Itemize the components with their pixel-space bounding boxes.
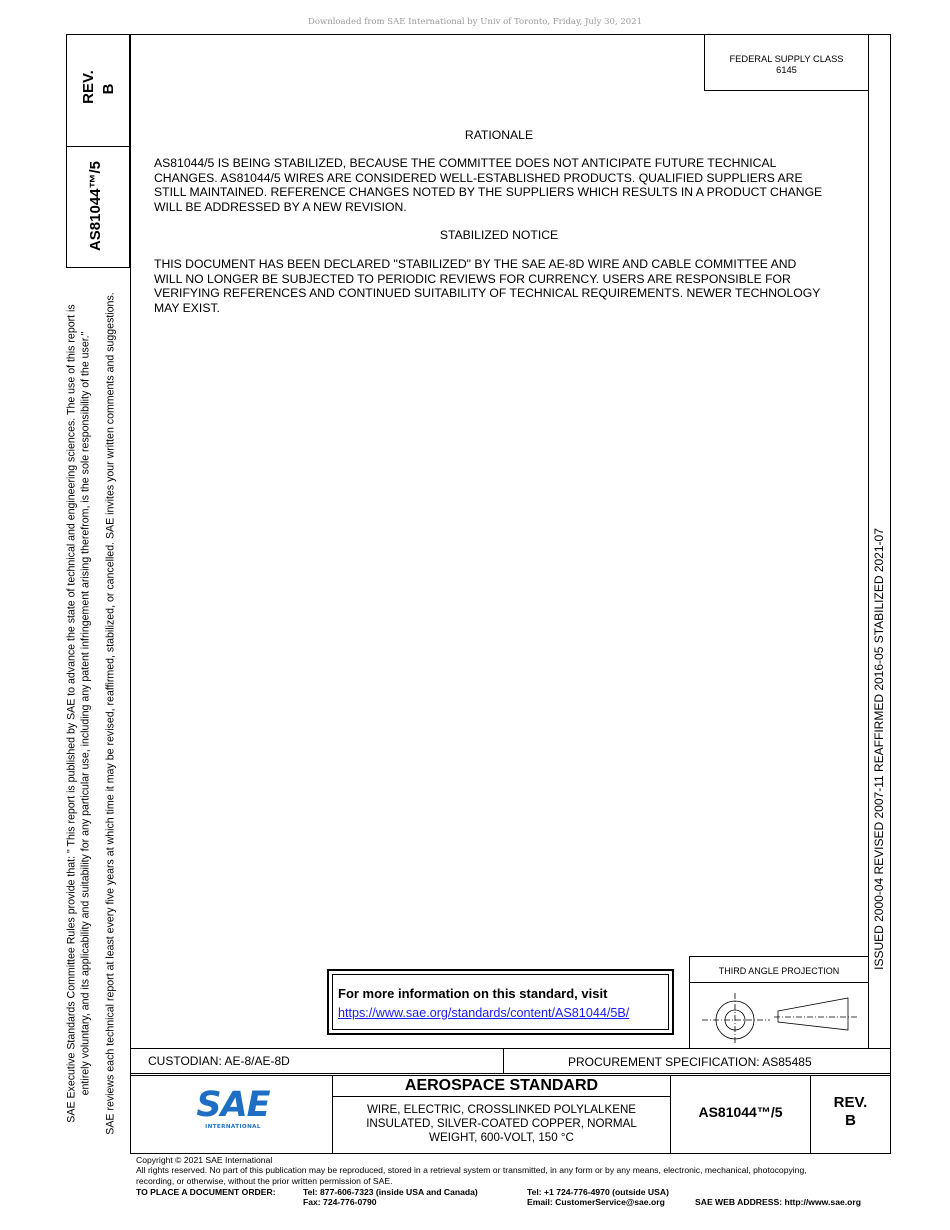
rationale-line: STILL MAINTAINED. REFERENCE CHANGES NOTED BY THE SUPPLIERS WHICH RESULTS IN A PRODUCT CHANGE — [154, 185, 823, 200]
document-title — [333, 1103, 670, 1146]
rationale-body — [154, 156, 854, 215]
rationale-heading: RATIONALE — [464, 128, 534, 142]
tel-intl: Tel: +1 724-776-4970 (outside USA) — [527, 1187, 669, 1197]
download-note: Downloaded from SAE International by Univ of Toronto, Friday, July 30, 2021 — [308, 17, 642, 27]
title-line: WIRE, ELECTRIC, CROSSLINKED POLYLALKENE — [366, 1103, 637, 1116]
stabilized-line: THIS DOCUMENT HAS BEEN DECLARED "STABILIZED" BY THE SAE AE-8D WIRE AND CABLE COMMITTEE AND — [154, 257, 797, 271]
procurement-spec: PROCUREMENT SPECIFICATION: AS85485 — [568, 1055, 812, 1069]
sae-logo-text: SAE — [196, 1085, 270, 1125]
copyright: Copyright © 2021 SAE International — [136, 1155, 273, 1165]
rev-value-title-block: B — [845, 1112, 856, 1129]
stabilized-line: MAY EXIST. — [154, 301, 220, 316]
web-address[interactable]: SAE WEB ADDRESS: http://www.sae.org — [695, 1197, 861, 1207]
footer — [136, 1155, 896, 1186]
disclaimer-line-1: SAE Executive Standards Committee Rules provide that: " This report is published by SAE to advance the state of technical and engineering sciences. The use of this report is — [65, 304, 78, 1123]
stabilized-line: VERIFYING REFERENCES AND CONTINUED SUITABILITY OF TECHNICAL REQUIREMENTS. NEWER TECHNOLOGY — [154, 286, 821, 301]
rationale-line: CHANGES. AS81044/5 WIRES ARE CONSIDERED WELL-ESTABLISHED PRODUCTS. QUALIFIED SUPPLIERS ARE — [154, 170, 803, 185]
title-block-top — [130, 1048, 890, 1049]
projection-box — [689, 956, 868, 1048]
frame-right-inner — [868, 34, 869, 1048]
stabilized-body — [154, 257, 854, 316]
fax: Fax: 724-776-0790 — [303, 1197, 377, 1208]
disclaimer-line-2: entirely voluntary, and its applicability and suitability for any particular use, including any patent infringement arising therefrom, is the sole responsibility of the user." — [79, 331, 92, 1096]
contact-intl — [527, 1187, 669, 1208]
title-line: INSULATED, SILVER-COATED COPPER, NORMAL — [366, 1117, 637, 1131]
rev-box — [66, 34, 130, 146]
doc-number-title-block: AS81044™/5 — [698, 1104, 783, 1120]
order-label: TO PLACE A DOCUMENT ORDER: — [136, 1187, 276, 1197]
rev-title-block — [811, 1094, 890, 1130]
more-info-text: For more information on this standard, visit — [338, 986, 608, 1001]
federal-supply-box — [704, 34, 868, 91]
title-block-bottom — [130, 1153, 890, 1154]
rights-line: All rights reserved. No part of this publication may be reproduced, stored in a retrieval system or transmitted, in any form or by any means, electronic, mechanical, photocopying, — [136, 1165, 807, 1176]
rev-label: REV. — [80, 70, 97, 104]
rev-label-vertical — [80, 42, 98, 132]
doc-number-left: AS81044™/5 — [87, 160, 104, 252]
rev-value-vertical — [100, 44, 118, 134]
sae-logo-subtext: INTERNATIONAL — [205, 1124, 261, 1130]
more-info-link[interactable]: https://www.sae.org/standards/content/AS81044/5B/ — [338, 1006, 630, 1020]
disclaimer-line-3: SAE reviews each technical report at least every five years at which time it may be revised, reaffirmed, stabilized, or cancelled. SAE invites your written comments and suggestions. — [104, 292, 117, 1135]
rationale-line: AS81044/5 IS BEING STABILIZED, BECAUSE THE COMMITTEE DOES NOT ANTICIPATE FUTURE TECHNICAL — [154, 156, 777, 170]
projection-label: THIRD ANGLE PROJECTION — [718, 966, 840, 976]
custodian: CUSTODIAN: AE-8/AE-8D — [148, 1054, 290, 1068]
federal-supply-label: FEDERAL SUPPLY CLASS — [729, 54, 844, 64]
federal-supply-value: 6145 — [776, 65, 797, 75]
more-info-box — [327, 969, 674, 1035]
frame-right-outer — [890, 34, 891, 1154]
stabilized-line: WILL NO LONGER BE SUBJECTED TO PERIODIC REVIEWS FOR CURRENCY. USERS ARE RESPONSIBLE FOR — [154, 271, 791, 286]
tel-us: Tel: 877-606-7323 (inside USA and Canada) — [303, 1187, 478, 1197]
frame-left — [130, 34, 131, 1154]
rationale-line: WILL BE ADDRESSED BY A NEW REVISION. — [154, 200, 407, 215]
contact-us — [303, 1187, 478, 1208]
standard-type: AEROSPACE STANDARD — [404, 1077, 599, 1094]
email[interactable]: Email: CustomerService@sae.org — [527, 1197, 665, 1208]
third-angle-projection-icon — [698, 989, 862, 1045]
stabilized-heading: STABILIZED NOTICE — [439, 228, 559, 242]
doc-number-vertical — [86, 146, 106, 266]
sae-logo — [196, 1087, 270, 1135]
rev-value: B — [100, 83, 117, 95]
rev-label-title-block: REV. — [833, 1094, 868, 1111]
title-line: WEIGHT, 600-VOLT, 150 °C — [429, 1131, 574, 1145]
rights-line: recording, or otherwise, without the prior written permission of SAE. — [136, 1175, 393, 1186]
document-history: ISSUED 2000-04 REVISED 2007-11 REAFFIRMED 2016-05 STABILIZED 2021-07 — [872, 528, 886, 970]
